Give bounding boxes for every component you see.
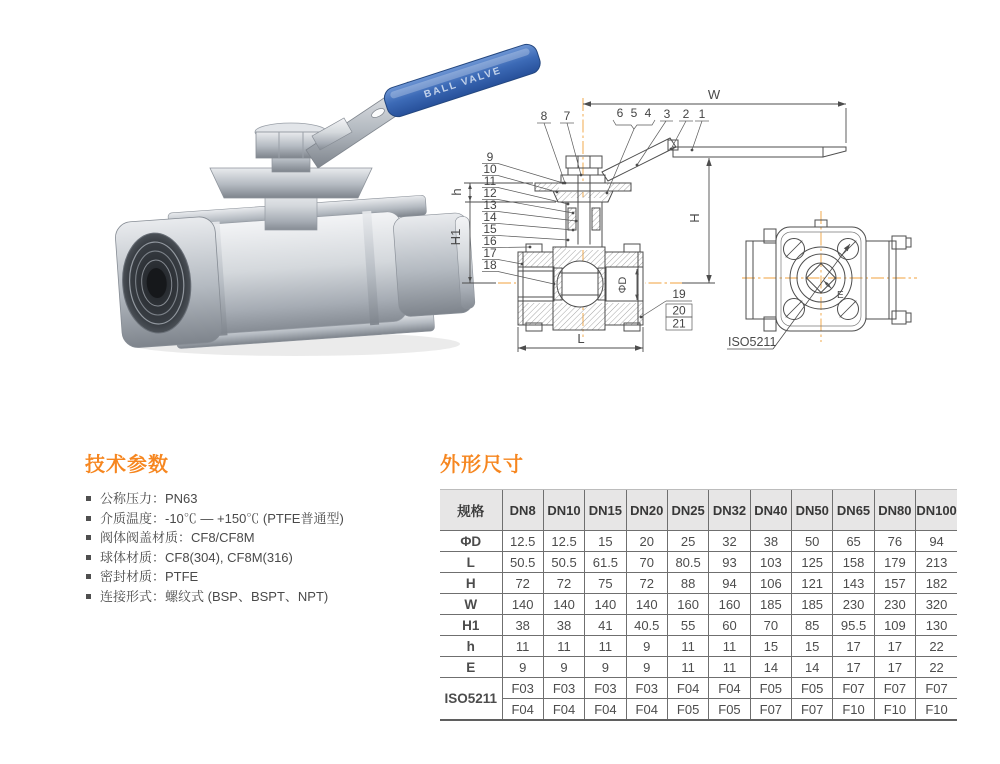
dimension-cell: F05 [667, 699, 708, 721]
dimension-cell: 70 [626, 552, 667, 573]
callout-20: 20 [672, 303, 686, 318]
dimension-cell: F05 [750, 678, 791, 699]
dimension-cell: 12.5 [543, 531, 584, 552]
dimension-cell: 121 [792, 573, 833, 594]
table-header-row [440, 490, 957, 531]
dimension-cell: 38 [502, 615, 543, 636]
table-row [440, 552, 957, 573]
callout-15: 15 [483, 222, 497, 236]
dimension-cell: F07 [750, 699, 791, 721]
dimension-cell: 109 [874, 615, 915, 636]
row-label: h [440, 636, 502, 657]
dimensions-section [440, 448, 958, 721]
dimension-cell: F04 [585, 699, 626, 721]
dimension-cell: 50.5 [543, 552, 584, 573]
dimension-cell: F03 [543, 678, 584, 699]
callout-3: 3 [663, 107, 671, 121]
dim-phi-d: ΦD [617, 276, 629, 294]
dimension-cell: 14 [750, 657, 791, 678]
dimension-cell: 15 [585, 531, 626, 552]
callout-2: 2 [682, 107, 690, 121]
dimension-cell: 9 [585, 657, 626, 678]
dimension-cell: 22 [916, 657, 957, 678]
dimension-cell: 55 [667, 615, 708, 636]
dimension-cell: 160 [709, 594, 750, 615]
table-row [440, 657, 957, 678]
dimension-cell: 76 [874, 531, 915, 552]
dn-col-header: DN32 [709, 490, 750, 531]
dimension-cell: 230 [833, 594, 874, 615]
callout-11: 11 [483, 174, 497, 188]
dimension-cell: 17 [833, 657, 874, 678]
dimension-cell: F10 [833, 699, 874, 721]
dimension-cell: F05 [709, 699, 750, 721]
dimension-cell: 50.5 [502, 552, 543, 573]
dimension-cell: 72 [502, 573, 543, 594]
dimension-cell: 94 [916, 531, 957, 552]
row-label: H [440, 573, 502, 594]
dimension-cell: F10 [874, 699, 915, 721]
dim-w: W [707, 87, 721, 102]
dimension-cell: 11 [543, 636, 584, 657]
dimension-cell: 60 [709, 615, 750, 636]
dimension-cell: 230 [874, 594, 915, 615]
dimension-cell: F04 [626, 699, 667, 721]
dn-col-header: DN25 [667, 490, 708, 531]
dim-e: E [837, 290, 844, 301]
dimension-cell: 61.5 [585, 552, 626, 573]
dimension-cell: 9 [626, 636, 667, 657]
dimension-cell: 17 [833, 636, 874, 657]
callout-12: 12 [483, 186, 497, 200]
row-label: E [440, 657, 502, 678]
dimension-cell: 179 [874, 552, 915, 573]
dimension-cell: 140 [585, 594, 626, 615]
dimension-cell: F03 [585, 678, 626, 699]
dimension-cell: 15 [750, 636, 791, 657]
handle-text: BALL VALVE [422, 65, 504, 101]
callout-8: 8 [540, 109, 548, 123]
dimension-cell: 95.5 [833, 615, 874, 636]
dimension-cell: 9 [543, 657, 584, 678]
dn-col-header: DN100 [916, 490, 957, 531]
dimension-cell: 40.5 [626, 615, 667, 636]
dimension-cell: 70 [750, 615, 791, 636]
row-label: L [440, 552, 502, 573]
spec-item: 介质温度：-10℃ — +150℃ (PTFE普通型) [85, 509, 445, 529]
dn-col-header: DN50 [792, 490, 833, 531]
callout-16: 16 [483, 234, 497, 248]
dimension-cell: 320 [916, 594, 957, 615]
dimension-cell: 38 [750, 531, 791, 552]
dimension-cell: 11 [709, 657, 750, 678]
dimensions-table [440, 489, 957, 721]
dimension-cell: 130 [916, 615, 957, 636]
dn-col-header: DN80 [874, 490, 915, 531]
dim-h1: H1 [448, 228, 463, 246]
dimension-cell: F03 [626, 678, 667, 699]
dn-col-header: DN20 [626, 490, 667, 531]
dim-h-small: h [449, 188, 464, 196]
callout-7: 7 [563, 109, 571, 123]
dimension-cell: F05 [792, 678, 833, 699]
dimension-cell: 213 [916, 552, 957, 573]
dimension-cell: 12.5 [502, 531, 543, 552]
dimension-cell: F03 [502, 678, 543, 699]
callout-18: 18 [483, 258, 497, 272]
dimension-cell: 17 [874, 636, 915, 657]
dim-h: H [687, 213, 702, 223]
dimension-cell: 11 [502, 636, 543, 657]
dimension-cell: 125 [792, 552, 833, 573]
spec-item: 公称压力：PN63 [85, 489, 445, 509]
dimension-cell: 65 [833, 531, 874, 552]
dimension-cell: F07 [833, 678, 874, 699]
dimension-cell: F07 [874, 678, 915, 699]
tech-params-section [85, 448, 445, 606]
callout-14: 14 [483, 210, 497, 224]
callout-19: 19 [672, 287, 686, 301]
dimension-cell: 11 [667, 636, 708, 657]
dimension-cell: 80.5 [667, 552, 708, 573]
row-label: H1 [440, 615, 502, 636]
spec-item: 密封材质：PTFE [85, 567, 445, 587]
spec-item: 连接形式：螺纹式 (BSP、BSPT、NPT) [85, 587, 445, 607]
dimension-cell: 75 [585, 573, 626, 594]
dimension-cell: 72 [543, 573, 584, 594]
dimension-cell: 9 [626, 657, 667, 678]
dimension-cell: 140 [502, 594, 543, 615]
spec-col-header: 规格 [440, 490, 502, 531]
table-row [440, 531, 957, 552]
row-label: ΦD [440, 531, 502, 552]
callout-21: 21 [672, 316, 686, 331]
dimension-cell: 185 [750, 594, 791, 615]
callout-10: 10 [483, 162, 497, 176]
tech-params-list [85, 489, 445, 606]
table-row [440, 615, 957, 636]
dimension-cell: F10 [916, 699, 957, 721]
callout-13: 13 [483, 198, 497, 212]
dimension-cell: 182 [916, 573, 957, 594]
valve-end-view [746, 220, 911, 331]
dimension-cell: 11 [585, 636, 626, 657]
dimensions-title: 外形尺寸 [440, 454, 524, 476]
table-row [440, 699, 957, 721]
dimension-cell: 22 [916, 636, 957, 657]
dimension-cell: 103 [750, 552, 791, 573]
dimension-cell: 11 [667, 657, 708, 678]
dimension-cell: 11 [709, 636, 750, 657]
row-label: ISO5211 [440, 678, 502, 721]
dimension-cell: 158 [833, 552, 874, 573]
dimension-cell: 185 [792, 594, 833, 615]
callout-1: 1 [698, 107, 706, 121]
dimension-cell: 160 [667, 594, 708, 615]
dim-l: L [577, 331, 585, 346]
dimension-cell: 50 [792, 531, 833, 552]
tech-params-title: 技术参数 [85, 454, 169, 476]
callout-5: 5 [630, 106, 638, 120]
iso5211-label: ISO5211 [728, 335, 777, 349]
dimension-cell: 38 [543, 615, 584, 636]
callout-4: 4 [644, 106, 652, 120]
iso-callout [727, 244, 850, 349]
dn-col-header: DN15 [585, 490, 626, 531]
dn-col-header: DN40 [750, 490, 791, 531]
dimension-cell: 41 [585, 615, 626, 636]
dimension-cell: 88 [667, 573, 708, 594]
dimension-cell: 157 [874, 573, 915, 594]
dimension-cell: 93 [709, 552, 750, 573]
dimension-cell: 140 [543, 594, 584, 615]
table-row [440, 678, 957, 699]
dimension-cell: F07 [916, 678, 957, 699]
technical-drawing [440, 80, 1000, 380]
table-row [440, 594, 957, 615]
dimension-cell: 85 [792, 615, 833, 636]
dimension-cell: F07 [792, 699, 833, 721]
valve-section-view [516, 138, 846, 331]
table-row [440, 573, 957, 594]
dimension-cell: 17 [874, 657, 915, 678]
dimension-cell: 94 [709, 573, 750, 594]
callout-9: 9 [486, 150, 494, 164]
dn-col-header: DN8 [502, 490, 543, 531]
dimension-cell: 20 [626, 531, 667, 552]
dimension-cell: F04 [502, 699, 543, 721]
callout-6: 6 [616, 106, 624, 120]
dimension-cell: 143 [833, 573, 874, 594]
dimension-cell: F04 [709, 678, 750, 699]
spec-item: 阀体阀盖材质：CF8/CF8M [85, 528, 445, 548]
dimension-cell: 72 [626, 573, 667, 594]
dimension-cell: 140 [626, 594, 667, 615]
callout-17: 17 [483, 246, 497, 260]
spec-item: 球体材质：CF8(304), CF8M(316) [85, 548, 445, 568]
row-label: W [440, 594, 502, 615]
dimension-cell: 14 [792, 657, 833, 678]
dimension-cell: 9 [502, 657, 543, 678]
dimension-cell: F04 [543, 699, 584, 721]
dimension-cell: F04 [667, 678, 708, 699]
dimension-cell: 32 [709, 531, 750, 552]
table-row [440, 636, 957, 657]
dn-col-header: DN65 [833, 490, 874, 531]
dn-col-header: DN10 [543, 490, 584, 531]
dimension-cell: 106 [750, 573, 791, 594]
dimension-cell: 15 [792, 636, 833, 657]
dimension-cell: 25 [667, 531, 708, 552]
